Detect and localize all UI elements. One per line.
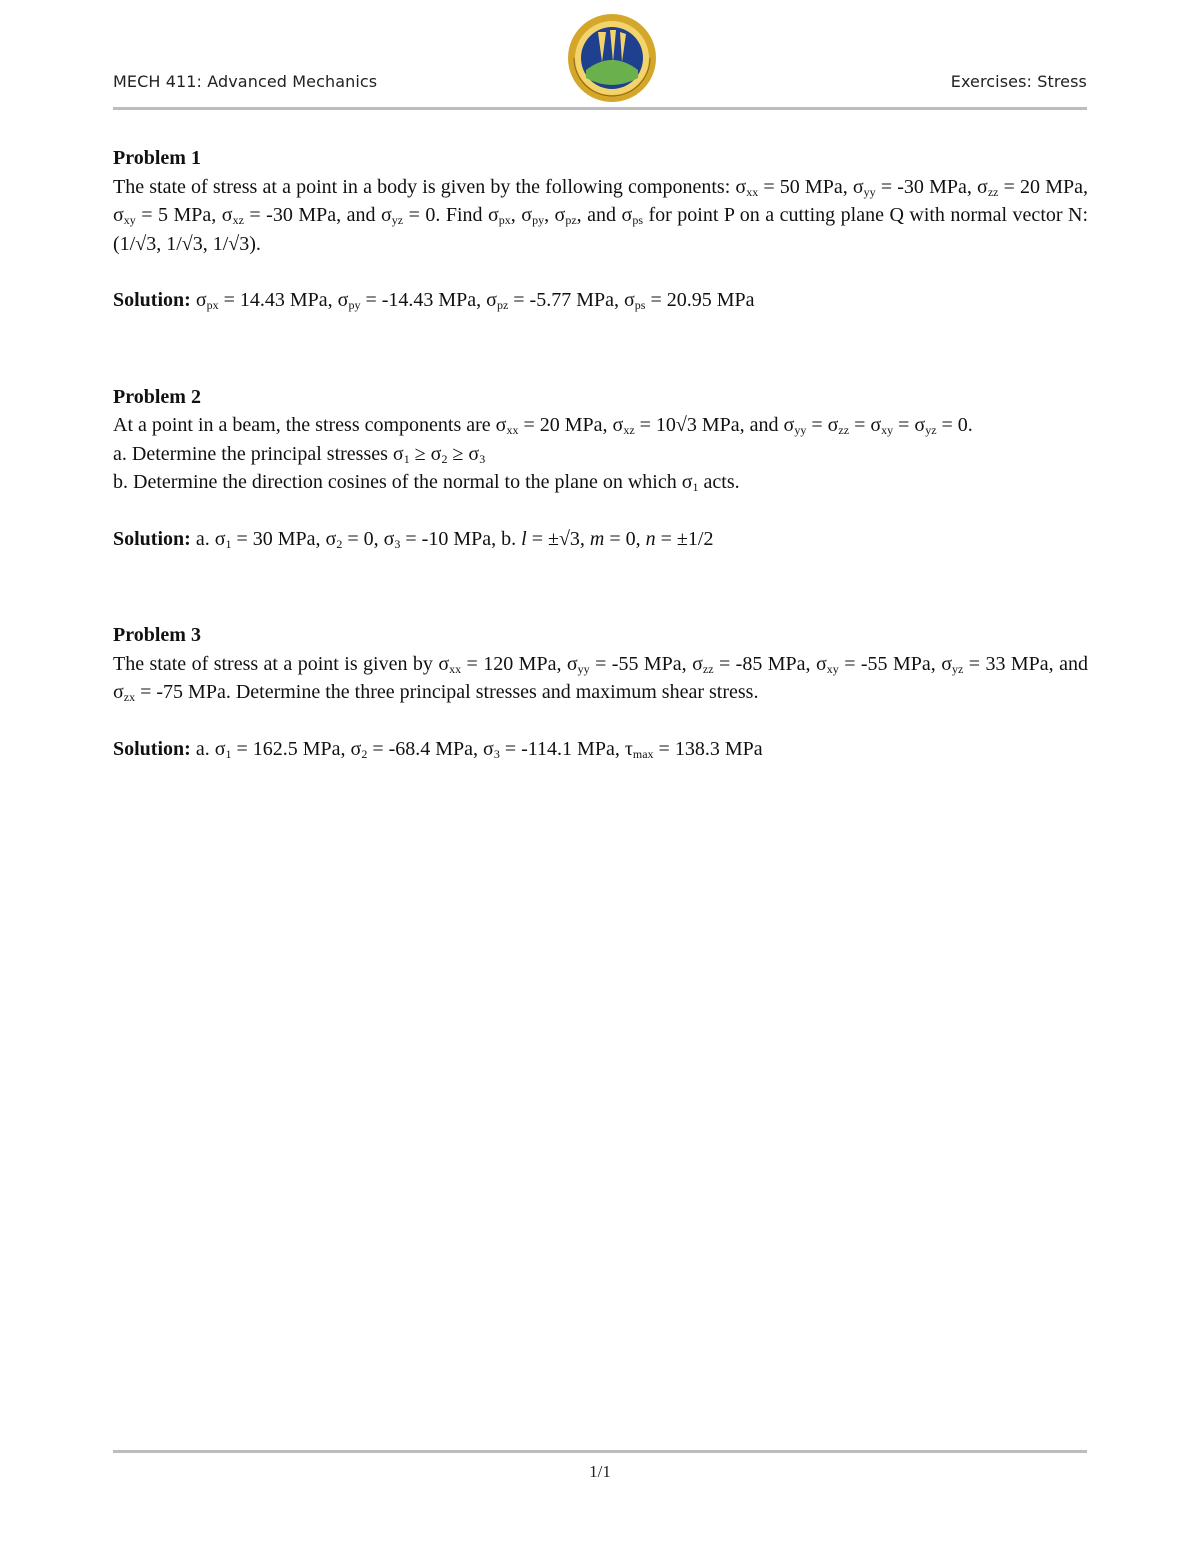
problem-title: Problem 3 [113, 624, 201, 646]
course-title: MECH 411: Advanced Mechanics [113, 72, 378, 91]
problem-solution: Solution: $\sigma_{px} = 14.43$ MPa, $\sigma_{py} = -14.43$ MPa, $\sigma_{pz} = -5.77$ MPa, $\sigma_{ps} = 20.95$ MPa [113, 289, 755, 312]
problem-title: Problem 2 [113, 385, 201, 408]
solution-label: Solution: [113, 527, 191, 550]
footer-rule [113, 1450, 1087, 1453]
header-rule [113, 107, 1087, 110]
problem-title: Problem 1 [113, 147, 201, 169]
exercise-topic: Exercises: Stress [950, 72, 1087, 91]
problem-part-b: b. Determine the direction cosines of the normal to the plane on which $\sigma_1$ acts. [113, 471, 740, 494]
problem-1 [113, 144, 1088, 315]
page-number: 1/1 [589, 1462, 611, 1481]
problem-part-a: a. Determine the principal stresses $\sigma_1 \ge \sigma_2 \ge \sigma_3$ [113, 442, 486, 466]
problem-statement: At a point in a beam, the stress components are $\sigma_{xx} = 20$ MPa, $\sigma_{xz} = 10√3$ MPa, and $\sigma_{yy} = \sigma_{zz} = \sigma_{xy} = \sigma_{yz} = 0$. [113, 414, 973, 437]
problem-statement: The state of stress at a point is given by $\sigma_{xx} = 120$ MPa, $\sigma_{yy} = -55$ MPa, $\sigma_{zz} = -85$ MPa, $\sigma_{xy} = -55$ MPa, $\sigma_{yz} = 33$ MPa, and $\sigma_{zx} = -75$ MPa. Determine the three principal stresses and maximum shear stress. [113, 652, 1088, 704]
problem-2 [113, 383, 1088, 554]
university-logo [566, 12, 658, 104]
page-header [113, 0, 1087, 112]
solution-label: Solution: [113, 289, 191, 311]
solution-label: Solution: [113, 737, 191, 760]
problem-solution: Solution: a. $\sigma_1 = 30$ MPa, $\sigma_2 = 0$, $\sigma_3 = -10$ MPa, b. l = ±√3, m = 0, n = ±1/2 [113, 527, 714, 551]
problem-3 [113, 621, 1088, 763]
page-content [113, 144, 1088, 763]
problem-statement: The state of stress at a point in a body is given by the following components: $\sigma_{xx} = 50$ MPa, $\sigma_{yy} = -30$ MPa, $\sigma_{zz} = 20$ MPa, $\sigma_{xy} = 5$ MPa, $\sigma_{xz} = -30$ MPa, and $\sigma_{yz} = 0$. Find $\sigma_{px}$, $\sigma_{py}$, $\sigma_{pz}$, and $\sigma_{ps}$ for point P on a cutting plane Q with normal vector N: (1/√3, 1/√3, 1/√3). [113, 175, 1089, 255]
problem-solution: Solution: a. $\sigma_1 = 162.5$ MPa, $\sigma_2 = -68.4$ MPa, $\sigma_3 = -114.1$ MPa, $\tau_{max} = 138.3$ MPa [113, 737, 763, 761]
